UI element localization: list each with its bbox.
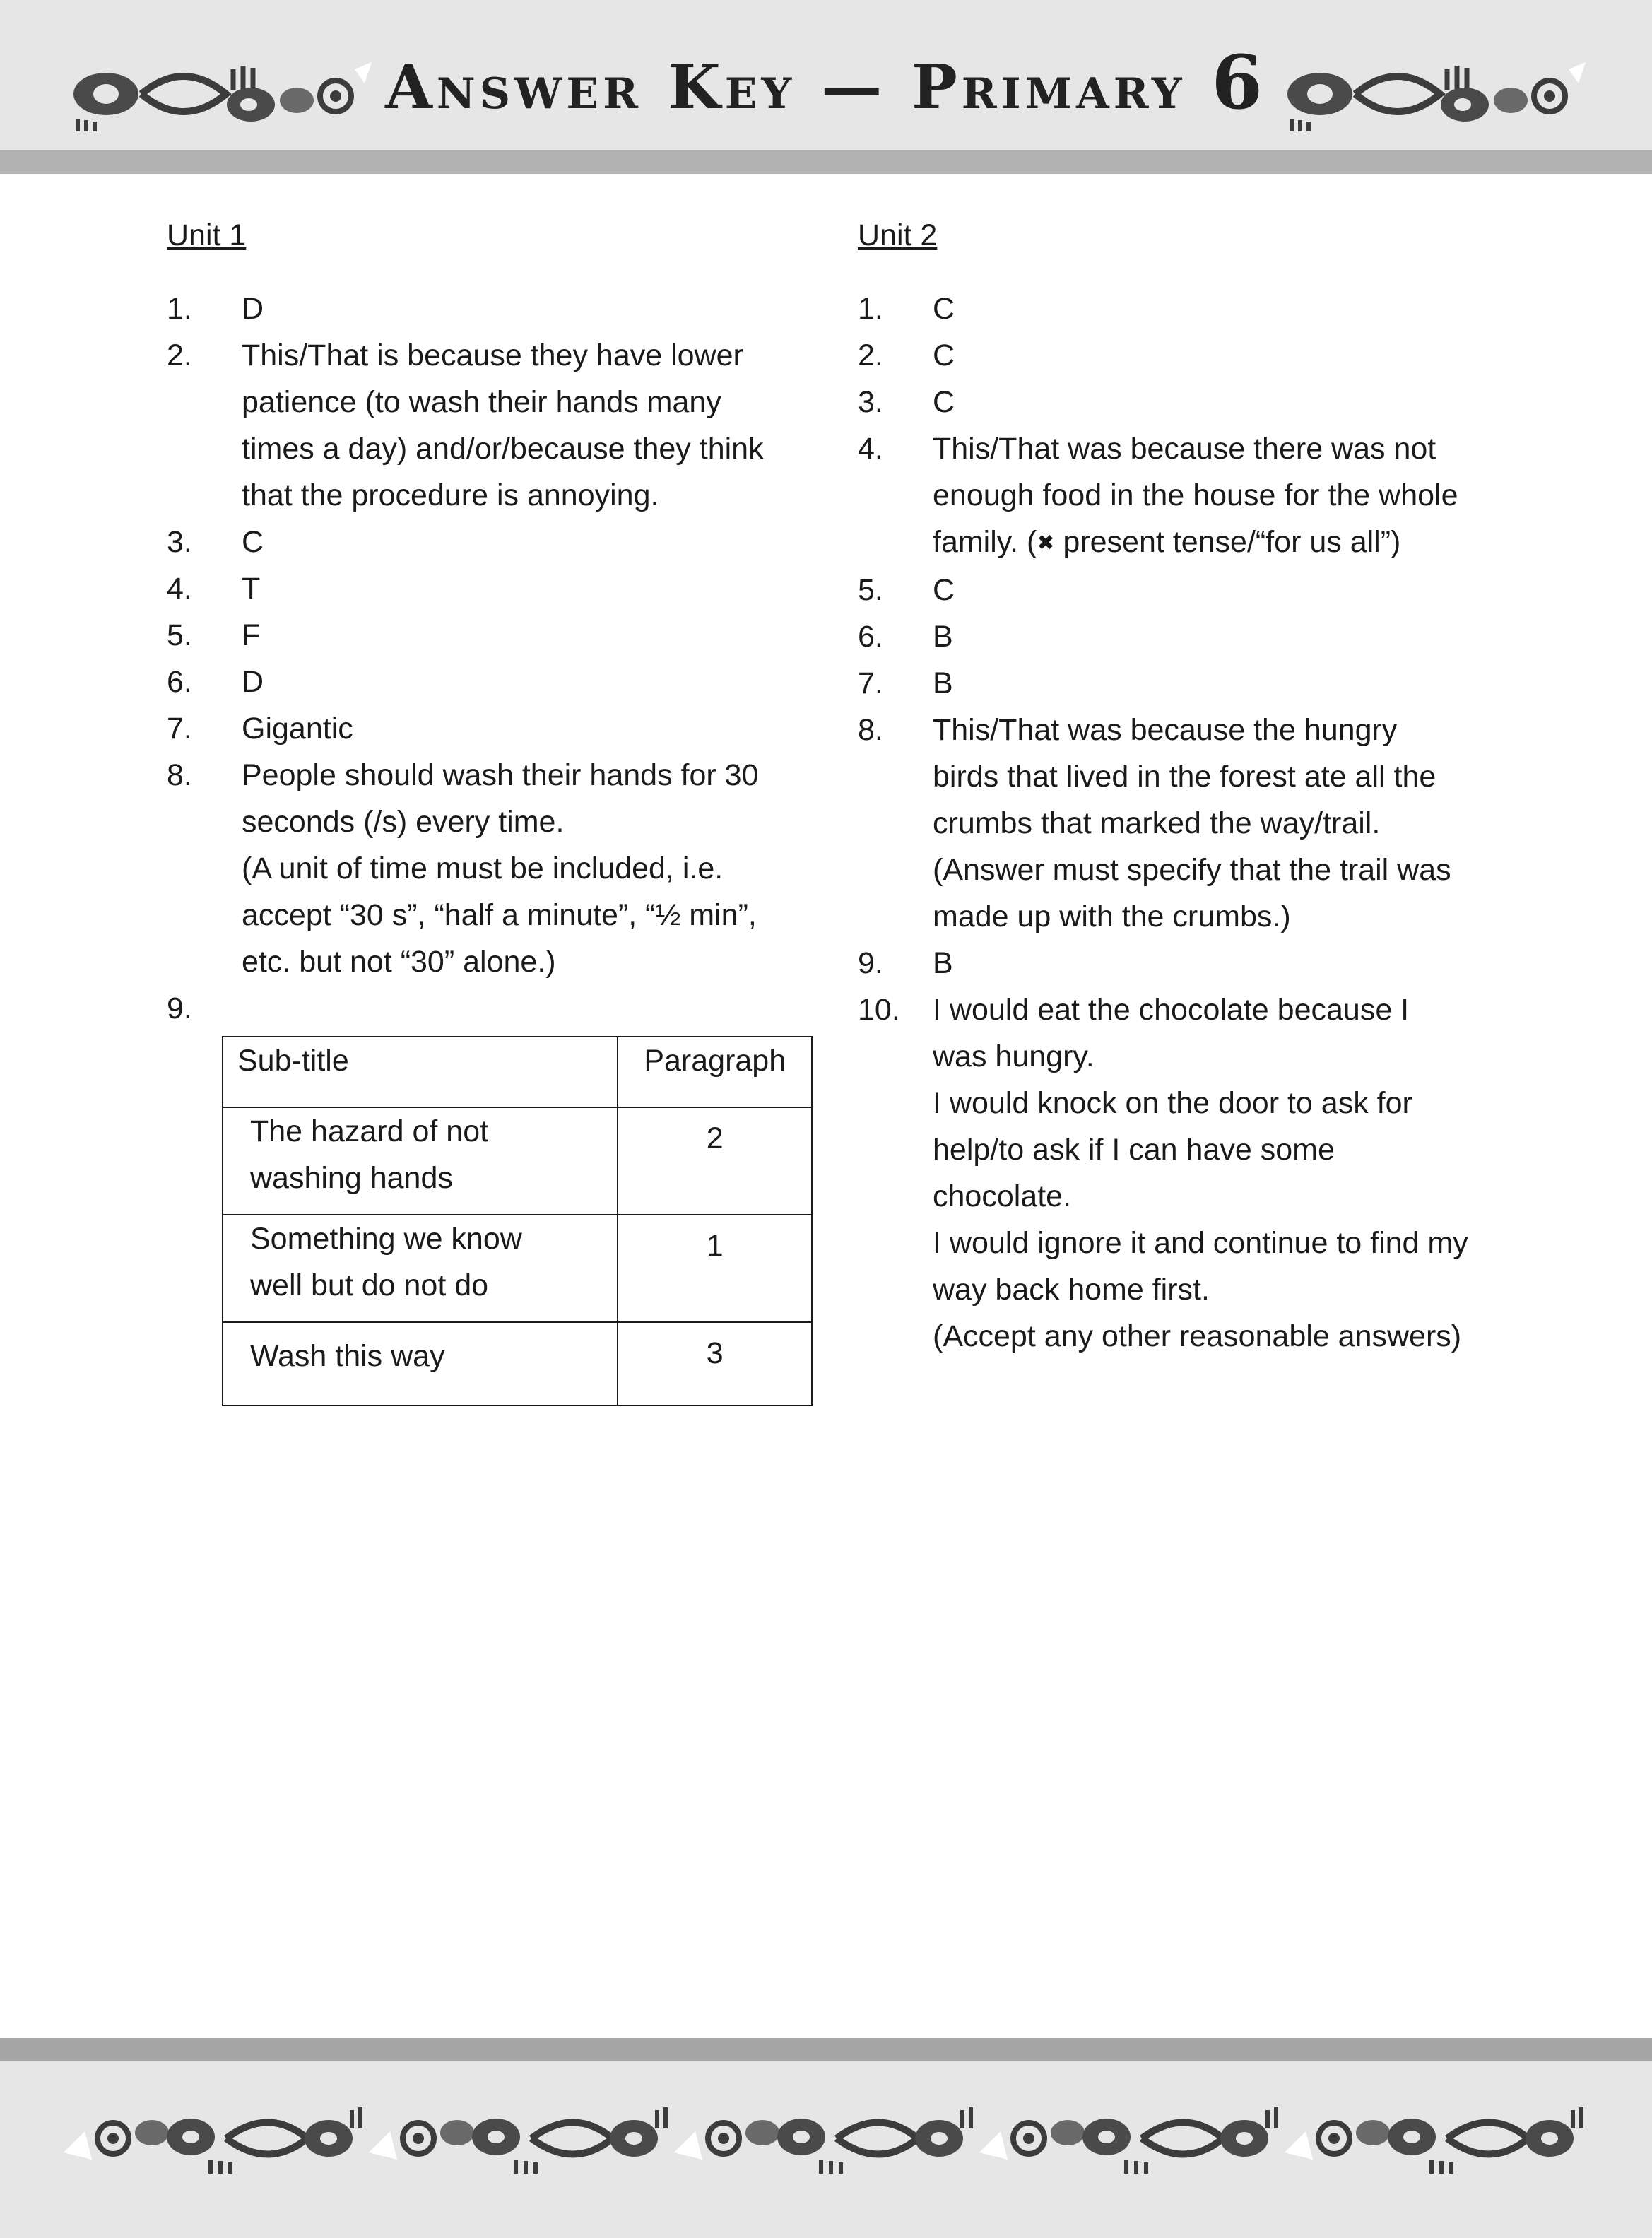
- answer-line: D: [242, 292, 264, 326]
- list-item: [858, 379, 1494, 425]
- table-cell-subtitle: [223, 1107, 618, 1215]
- answer-line: B: [933, 946, 953, 980]
- cell-line: Wash this way: [250, 1339, 445, 1373]
- answer-line: This/That was because there was not: [933, 432, 1436, 466]
- list-item: [858, 940, 1494, 987]
- answer-line: [242, 985, 817, 1032]
- table-row: [223, 1215, 812, 1322]
- unit1-title: Unit 1: [167, 218, 247, 252]
- answer-number: 2.: [167, 338, 192, 372]
- footer-rule: [0, 2038, 1652, 2061]
- answer-line: This/That was because the hungry: [933, 713, 1398, 747]
- answer-line: [933, 519, 1494, 567]
- answer-line: accept “30 s”, “half a minute”, “½ min”,: [242, 898, 757, 932]
- cell-line: Something we know: [250, 1222, 522, 1256]
- list-item: [858, 613, 1494, 660]
- list-item: [167, 752, 817, 985]
- answer-line: (A unit of time must be included, i.e.: [242, 852, 724, 885]
- table-header-cell: Sub-title: [223, 1037, 618, 1107]
- answer-line: times a day) and/or/because they think: [242, 432, 764, 466]
- table-row: [223, 1322, 812, 1406]
- table-row: [223, 1107, 812, 1215]
- unit1-column: [167, 212, 817, 1406]
- cell-line: The hazard of not: [250, 1114, 489, 1148]
- answer-line: People should wash their hands for 30: [242, 758, 759, 792]
- answer-line: C: [933, 573, 955, 607]
- answer-line: I would eat the chocolate because I: [933, 993, 1410, 1027]
- answer-line: C: [933, 338, 955, 372]
- answer-number: 5.: [858, 573, 883, 607]
- subtitle-paragraph-table: [222, 1036, 813, 1406]
- answer-number: 8.: [858, 713, 883, 747]
- footer-band: [0, 2061, 1652, 2238]
- answer-line: chocolate.: [933, 1179, 1072, 1213]
- answer-line: D: [242, 665, 264, 699]
- answer-line: birds that lived in the forest ate all the: [933, 760, 1436, 794]
- answer-line: help/to ask if I can have some: [933, 1133, 1335, 1167]
- answer-line: Gigantic: [242, 712, 353, 746]
- answer-number: 2.: [858, 338, 883, 372]
- answer-text: present tense/“for us all”): [1054, 525, 1401, 559]
- answer-number: 7.: [858, 666, 883, 700]
- list-item: [858, 332, 1494, 379]
- list-item: [167, 659, 817, 705]
- table-header-cell: Paragraph: [618, 1037, 812, 1107]
- answer-line: C: [242, 525, 264, 559]
- cell-line: washing hands: [250, 1161, 453, 1195]
- list-item: [167, 285, 817, 332]
- answer-number: 9.: [167, 991, 192, 1025]
- answer-number: 3.: [858, 385, 883, 419]
- answer-number: 7.: [167, 712, 192, 746]
- answer-line: was hungry.: [933, 1040, 1095, 1073]
- answer-line: patience (to wash their hands many: [242, 385, 721, 419]
- cross-icon: ✖: [1037, 531, 1055, 555]
- answer-line: This/That is because they have lower: [242, 338, 743, 372]
- answer-line: B: [933, 666, 953, 700]
- ornament-footer-border: [57, 2096, 1597, 2181]
- unit2-column: [858, 212, 1494, 1360]
- answer-number: 8.: [167, 758, 192, 792]
- answer-line: way back home first.: [933, 1273, 1210, 1307]
- list-item: [167, 565, 817, 612]
- title-main: Answer Key — Primary: [385, 52, 1212, 123]
- answer-line: T: [242, 572, 261, 606]
- table-cell-paragraph: 3: [618, 1322, 812, 1406]
- list-item: [858, 987, 1494, 1360]
- answer-number: 4.: [858, 432, 883, 466]
- answer-line: B: [933, 620, 953, 654]
- list-item: [167, 519, 817, 565]
- answer-number: 10.: [858, 993, 900, 1027]
- ornament-header-right: [1278, 55, 1588, 133]
- answer-number: 1.: [858, 292, 883, 326]
- list-item: [167, 985, 817, 1032]
- answer-line: C: [933, 385, 955, 419]
- list-item: [858, 660, 1494, 707]
- table-cell-paragraph: 2: [618, 1107, 812, 1215]
- answer-number: 6.: [167, 665, 192, 699]
- answer-line: F: [242, 618, 261, 652]
- unit1-answer-list: [167, 285, 817, 1032]
- answer-line: crumbs that marked the way/trail.: [933, 806, 1381, 840]
- header-rule: [0, 150, 1652, 174]
- list-item: [858, 285, 1494, 332]
- unit2-title: Unit 2: [858, 218, 938, 252]
- answer-line: (Answer must specify that the trail was: [933, 853, 1451, 887]
- table-cell-subtitle: [223, 1322, 618, 1406]
- answer-number: 9.: [858, 946, 883, 980]
- answer-line: (Accept any other reasonable answers): [933, 1319, 1462, 1353]
- answer-line: C: [933, 292, 955, 326]
- answer-line: made up with the crumbs.): [933, 900, 1291, 934]
- list-item: [858, 425, 1494, 567]
- list-item: [167, 332, 817, 519]
- list-item: [167, 705, 817, 752]
- answer-number: 5.: [167, 618, 192, 652]
- table-header-row: [223, 1037, 812, 1107]
- answer-number: 3.: [167, 525, 192, 559]
- answer-line: that the procedure is annoying.: [242, 478, 659, 512]
- title-number: 6: [1211, 39, 1267, 126]
- answer-number: 6.: [858, 620, 883, 654]
- answer-text: family. (: [933, 525, 1037, 559]
- table-cell-paragraph: 1: [618, 1215, 812, 1322]
- answer-line: I would ignore it and continue to find my: [933, 1226, 1468, 1260]
- answer-line: seconds (/s) every time.: [242, 805, 565, 839]
- answer-line: I would knock on the door to ask for: [933, 1086, 1412, 1120]
- answer-number: 1.: [167, 292, 192, 326]
- list-item: [858, 567, 1494, 613]
- cell-line: well but do not do: [250, 1268, 489, 1302]
- answer-number: 4.: [167, 572, 192, 606]
- answer-line: etc. but not “30” alone.): [242, 945, 556, 979]
- unit2-answer-list: [858, 285, 1494, 1360]
- list-item: [167, 612, 817, 659]
- answer-line: enough food in the house for the whole: [933, 478, 1458, 512]
- list-item: [858, 707, 1494, 940]
- table-cell-subtitle: [223, 1215, 618, 1322]
